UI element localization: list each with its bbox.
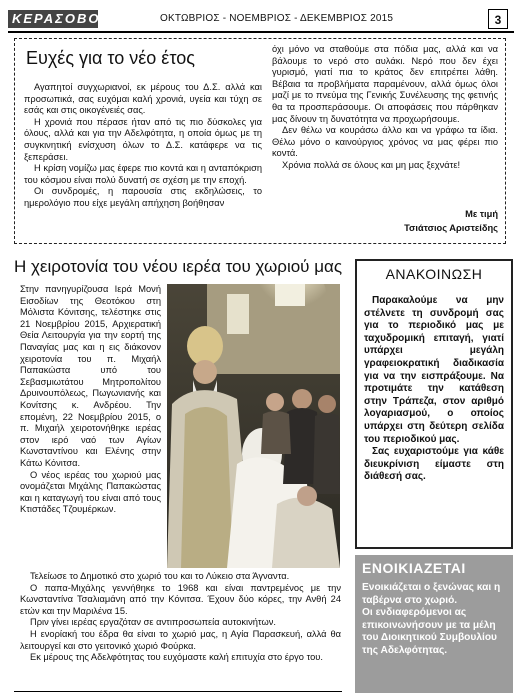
masthead-text: ΚΕΡΑΣΟΒΟ [12,11,101,26]
page-number: 3 [488,9,508,29]
article-paragraph: Στην πανηγυρίζουσα Ιερά Μονή Εισοδίων της Θεοτόκου στη Μόλιστα Κόνιτσης, τελέστηκε στις 21 Νοεμβρίου 2015, Αρχιερατική Θεία Λειτουργία για την εορτή της Παναγίας μας και η εις διάκονον χειροτονία του π. Μιχαήλ Παπακώστα υπό του Σεβασμιωτάτου Μητροπολίτου Δρυινουπόλεως, Πωγωνιανής και Κονίτσης κ. Ανδρέου. Την επομένη, 22 Νοεμβρίου 2015, ο π. Μιχαήλ χειροτονήθηκε ιερέας στον ιερό ναό των Αγίων Κωνσταντίνου και Ελένης στην Κάτω Κόνιτσα. [20,284,161,468]
article-full-column [20,571,341,664]
article-paragraph: Ο νέος ιερέας του χωριού μας ονομάζεται Μιχάλης Παπακώστας και η καταγωγή του είναι από τους Κτιστάδες Τζουμέρκων. [20,469,161,515]
wishes-paragraph: Χρόνια πολλά σε όλους και μη μας ξεχνάτε! [282,159,461,170]
announcement-text [364,295,504,484]
wishes-paragraph: Οι συνδρομές, η παρουσία στις εκδηλώσεις, το ημερολόγιο που είχε μεγάλη απήχηση βοήθησαν [24,186,262,208]
wishes-paragraph: Η χρονιά που πέρασε ήταν από τις πιο δύσκολες για όλους, αλλά και για την Αδελφότητα, η οποία όμως με τη συγκινητική ενίσχυση όλων το Δ.Σ. κατάφερε να τις ξεπεράσει. [24,116,262,162]
photo-illustration [167,284,340,568]
wishes-signature: Τσιάτσιος Αριστείδης [404,223,498,233]
announcement-title: ΑΝΑΚΟΙΝΩΣΗ [385,266,483,282]
issue-dateline: ΟΚΤΩΒΡΙΟΣ - ΝΟΕΜΒΡΙΟΣ - ΔΕΚΕΜΒΡΙΟΣ 2015 [160,13,394,24]
masthead-logo [8,10,101,28]
announcement-paragraph: Σας ευχαριστούμε για κάθε διευκρίνιση είμαστε στη διάθεσή σας. [364,446,504,483]
article-paragraph: Η ενορίακή του έδρα θα είναι το χωριό μας, η Αγία Παρασκευή, αλλά θα λειτουργεί και στο γειτονικό χωριό Φούρκα. [20,628,341,651]
article-title: Η χειροτονία του νέου ιερέα του χωριού μας [14,257,343,276]
header-rule [8,31,514,33]
rent-text [362,582,507,658]
announcement-paragraph: Παρακαλούμε να μην στέλνετε τη συνδρομή σας για το περιοδικό μας με ταχυδρομική επιταγή, γιατί υπάρχει μεγάλη γραφειοκρατική διαδικασία για να την εισπράξουμε. Να προτιμάτε την κατάθεση στην Τράπεζα, στον αριθμό λογαριασμού, ο οποίος υπάρχει στη δεύτερη σελίδα του περιοδικού μας. [364,295,504,445]
rent-body: Οι ενδιαφερόμενοι ας επικοινωνήσουν με τα μέλη του Διοικητικού Συμβουλίου της Αδελφότητας. [362,607,497,656]
wishes-paragraph: Η κρίση νομίζω μας έφερε πιο κοντά και η ανταπόκριση του κόσμου είναι πολύ δυνατή σε σχέση με την εποχή. [24,163,262,185]
article-paragraph: Πριν γίνει ιερέας εργαζόταν σε αντιπροσωπεία αυτοκινήτων. [30,617,276,628]
footer-rule [14,691,342,692]
article-left-column [20,284,161,516]
rent-lead: Ενοικιάζεται ο ξενώνας και η ταβέρνα στο χωριό. [362,582,501,606]
wishes-left-column [24,82,262,210]
wishes-paragraph: Αγαπητοί συγχωριανοί, εκ μέρους του Δ.Σ. αλλά και προσωπικά, σας ευχόμαι καλή χρονιά, υγεία και τύχη σε εσάς και στις οικογένειές σας. [24,82,262,116]
wishes-paragraph: όχι μόνο να σταθούμε στα πόδια μας, αλλά και να βάλουμε το νερό στο αυλάκι. Νερό που δεν έχει γυρισμό, γιατί πια το κράτος δεν επιτρέπει λάθη. Βέβαια τα προβλήματα παραμένουν, αλλά όμως όλοι μαζί με το πνεύμα της Γενικής Συνέλευσης της φετινής θα τα προσπεράσουμε. Οι αποφάσεις που πάρθηκαν μας δίνουν τη δυνατότητα να προχωρήσουμε. [272,44,498,124]
rent-title: ΕΝΟΙΚΙΑΖΕΤΑΙ [362,560,466,576]
article-paragraph: Ο παπα-Μιχάλης γεννήθηκε το 1968 και είναι παντρεμένος με την Κωνσταντίνα Τσαλιαμάνη από την Κόνιτσα. Έχουν δύο κόρες, την Ανθή 24 ετών και την Μαριλένα 15. [20,582,341,616]
wishes-title: Ευχές για το νέο έτος [26,48,195,68]
wishes-signoff: Με τιμή [465,209,498,219]
article-paragraph: Εκ μέρους της Αδελφότητας του ευχόμαστε καλή επιτυχία στο έργο του. [30,652,323,663]
article-paragraph: Τελείωσε το Δημοτικό στο χωριό του και το Λύκειο στα Άγναντα. [30,571,290,581]
wishes-right-column [272,44,498,172]
wishes-paragraph: Δεν θέλω να κουράσω άλλο και να γράφω τα ίδια. Θέλω μόνο ο καινούργιος χρόνος να μας φέρει πιο κοντά. [272,125,498,159]
ordination-photo [167,284,340,568]
